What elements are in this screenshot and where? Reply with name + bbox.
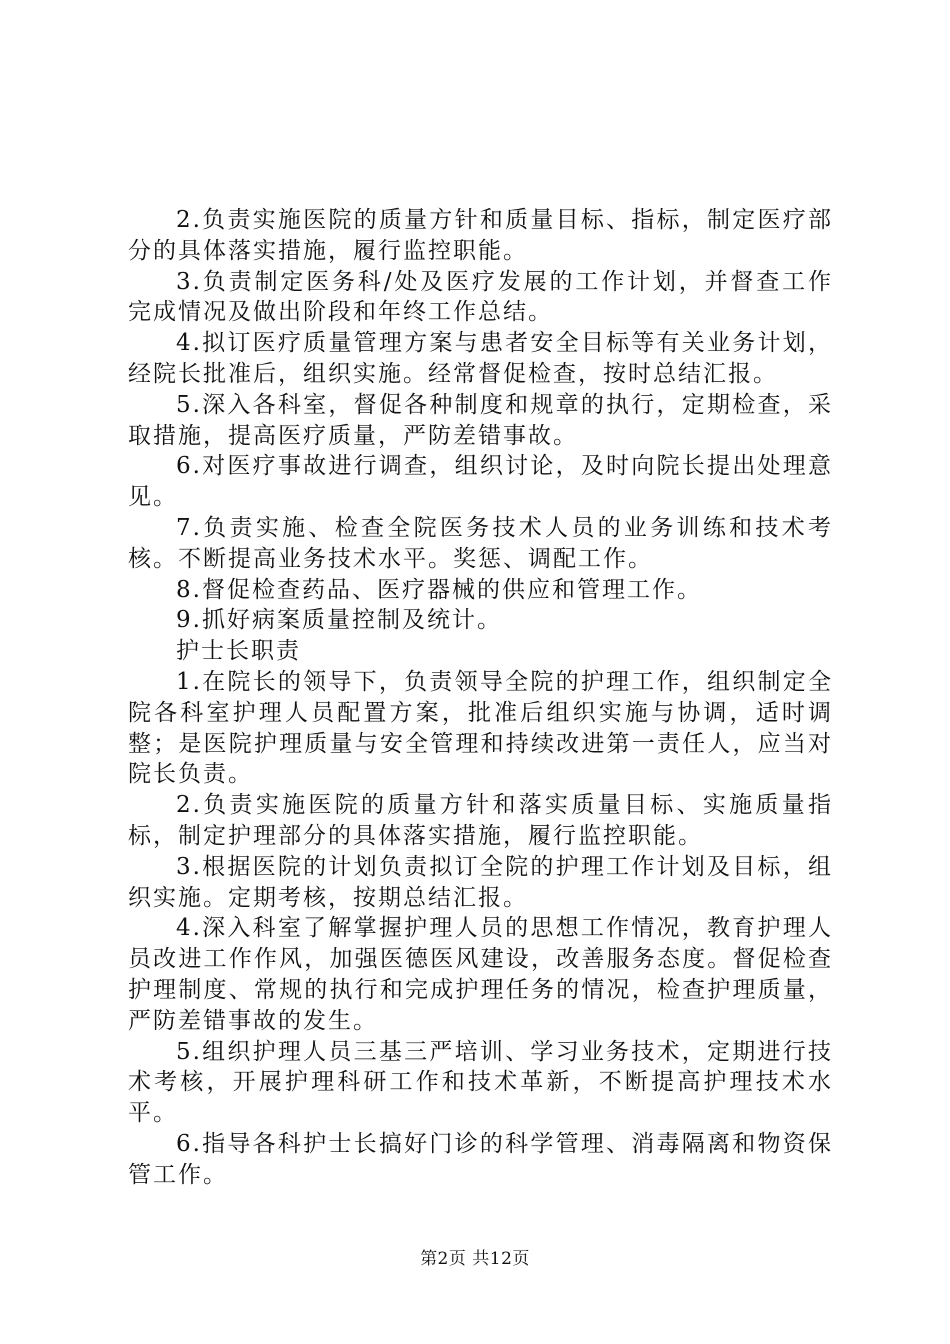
paragraph-1: 2.负责实施医院的质量方针和质量目标、指标，制定医疗部分的具体落实措施，履行监控职能。 — [128, 207, 833, 264]
paragraph-5: 6.对医疗事故进行调查，组织讨论，及时向院长提出处理意见。 — [128, 453, 833, 511]
paragraph-6: 7.负责实施、检查全院医务技术人员的业务训练和技术考核。不断提高业务技术水平。奖惩、调配工作。 — [128, 514, 833, 572]
paragraph-13: 5.组织护理人员三基三严培训、学习业务技术，定期进行技术考核，开展护理科研工作和技术革新，不断提高护理技术水平。 — [128, 1038, 833, 1127]
document-body — [128, 205, 833, 1191]
page-number-footer: 第2页 共12页 — [420, 1249, 530, 1269]
paragraph-11: 3.根据医院的计划负责拟订全院的护理工作计划及目标，组织实施。定期考核，按期总结汇报。 — [128, 853, 833, 911]
paragraph-9: 1.在院长的领导下，负责领导全院的护理工作，组织制定全院各科室护理人员配置方案，批准后组织实施与协调，适时调整；是医院护理质量与安全管理和持续改进第一责任人，应当对院长负责。 — [128, 668, 833, 788]
paragraph-4: 5.深入各科室，督促各种制度和规章的执行，定期检查，采取措施，提高医疗质量，严防差错事故。 — [128, 391, 833, 449]
paragraph-10: 2.负责实施医院的质量方针和落实质量目标、实施质量指标，制定护理部分的具体落实措施，履行监控职能。 — [128, 792, 833, 849]
paragraph-3: 4.拟订医疗质量管理方案与患者安全目标等有关业务计划，经院长批准后，组织实施。经常督促检查，按时总结汇报。 — [128, 330, 833, 387]
paragraph-7: 8.督促检查药品、医疗器械的供应和管理工作。 — [176, 576, 702, 603]
paragraph-14: 6.指导各科护士长搞好门诊的科学管理、消毒隔离和物资保管工作。 — [128, 1130, 833, 1188]
paragraph-2: 3.负责制定医务科/处及医疗发展的工作计划，并督查工作完成情况及做出阶段和年终工作总结。 — [128, 268, 833, 326]
section-heading: 护士长职责 — [176, 638, 301, 665]
paragraph-8: 9.抓好病案质量控制及统计。 — [176, 607, 502, 634]
paragraph-12: 4.深入科室了解掌握护理人员的思想工作情况，教育护理人员改进工作作风，加强医德医风建设，改善服务态度。督促检查护理制度、常规的执行和完成护理任务的情况，检查护理质量，严防差错事故的发生。 — [128, 915, 833, 1034]
